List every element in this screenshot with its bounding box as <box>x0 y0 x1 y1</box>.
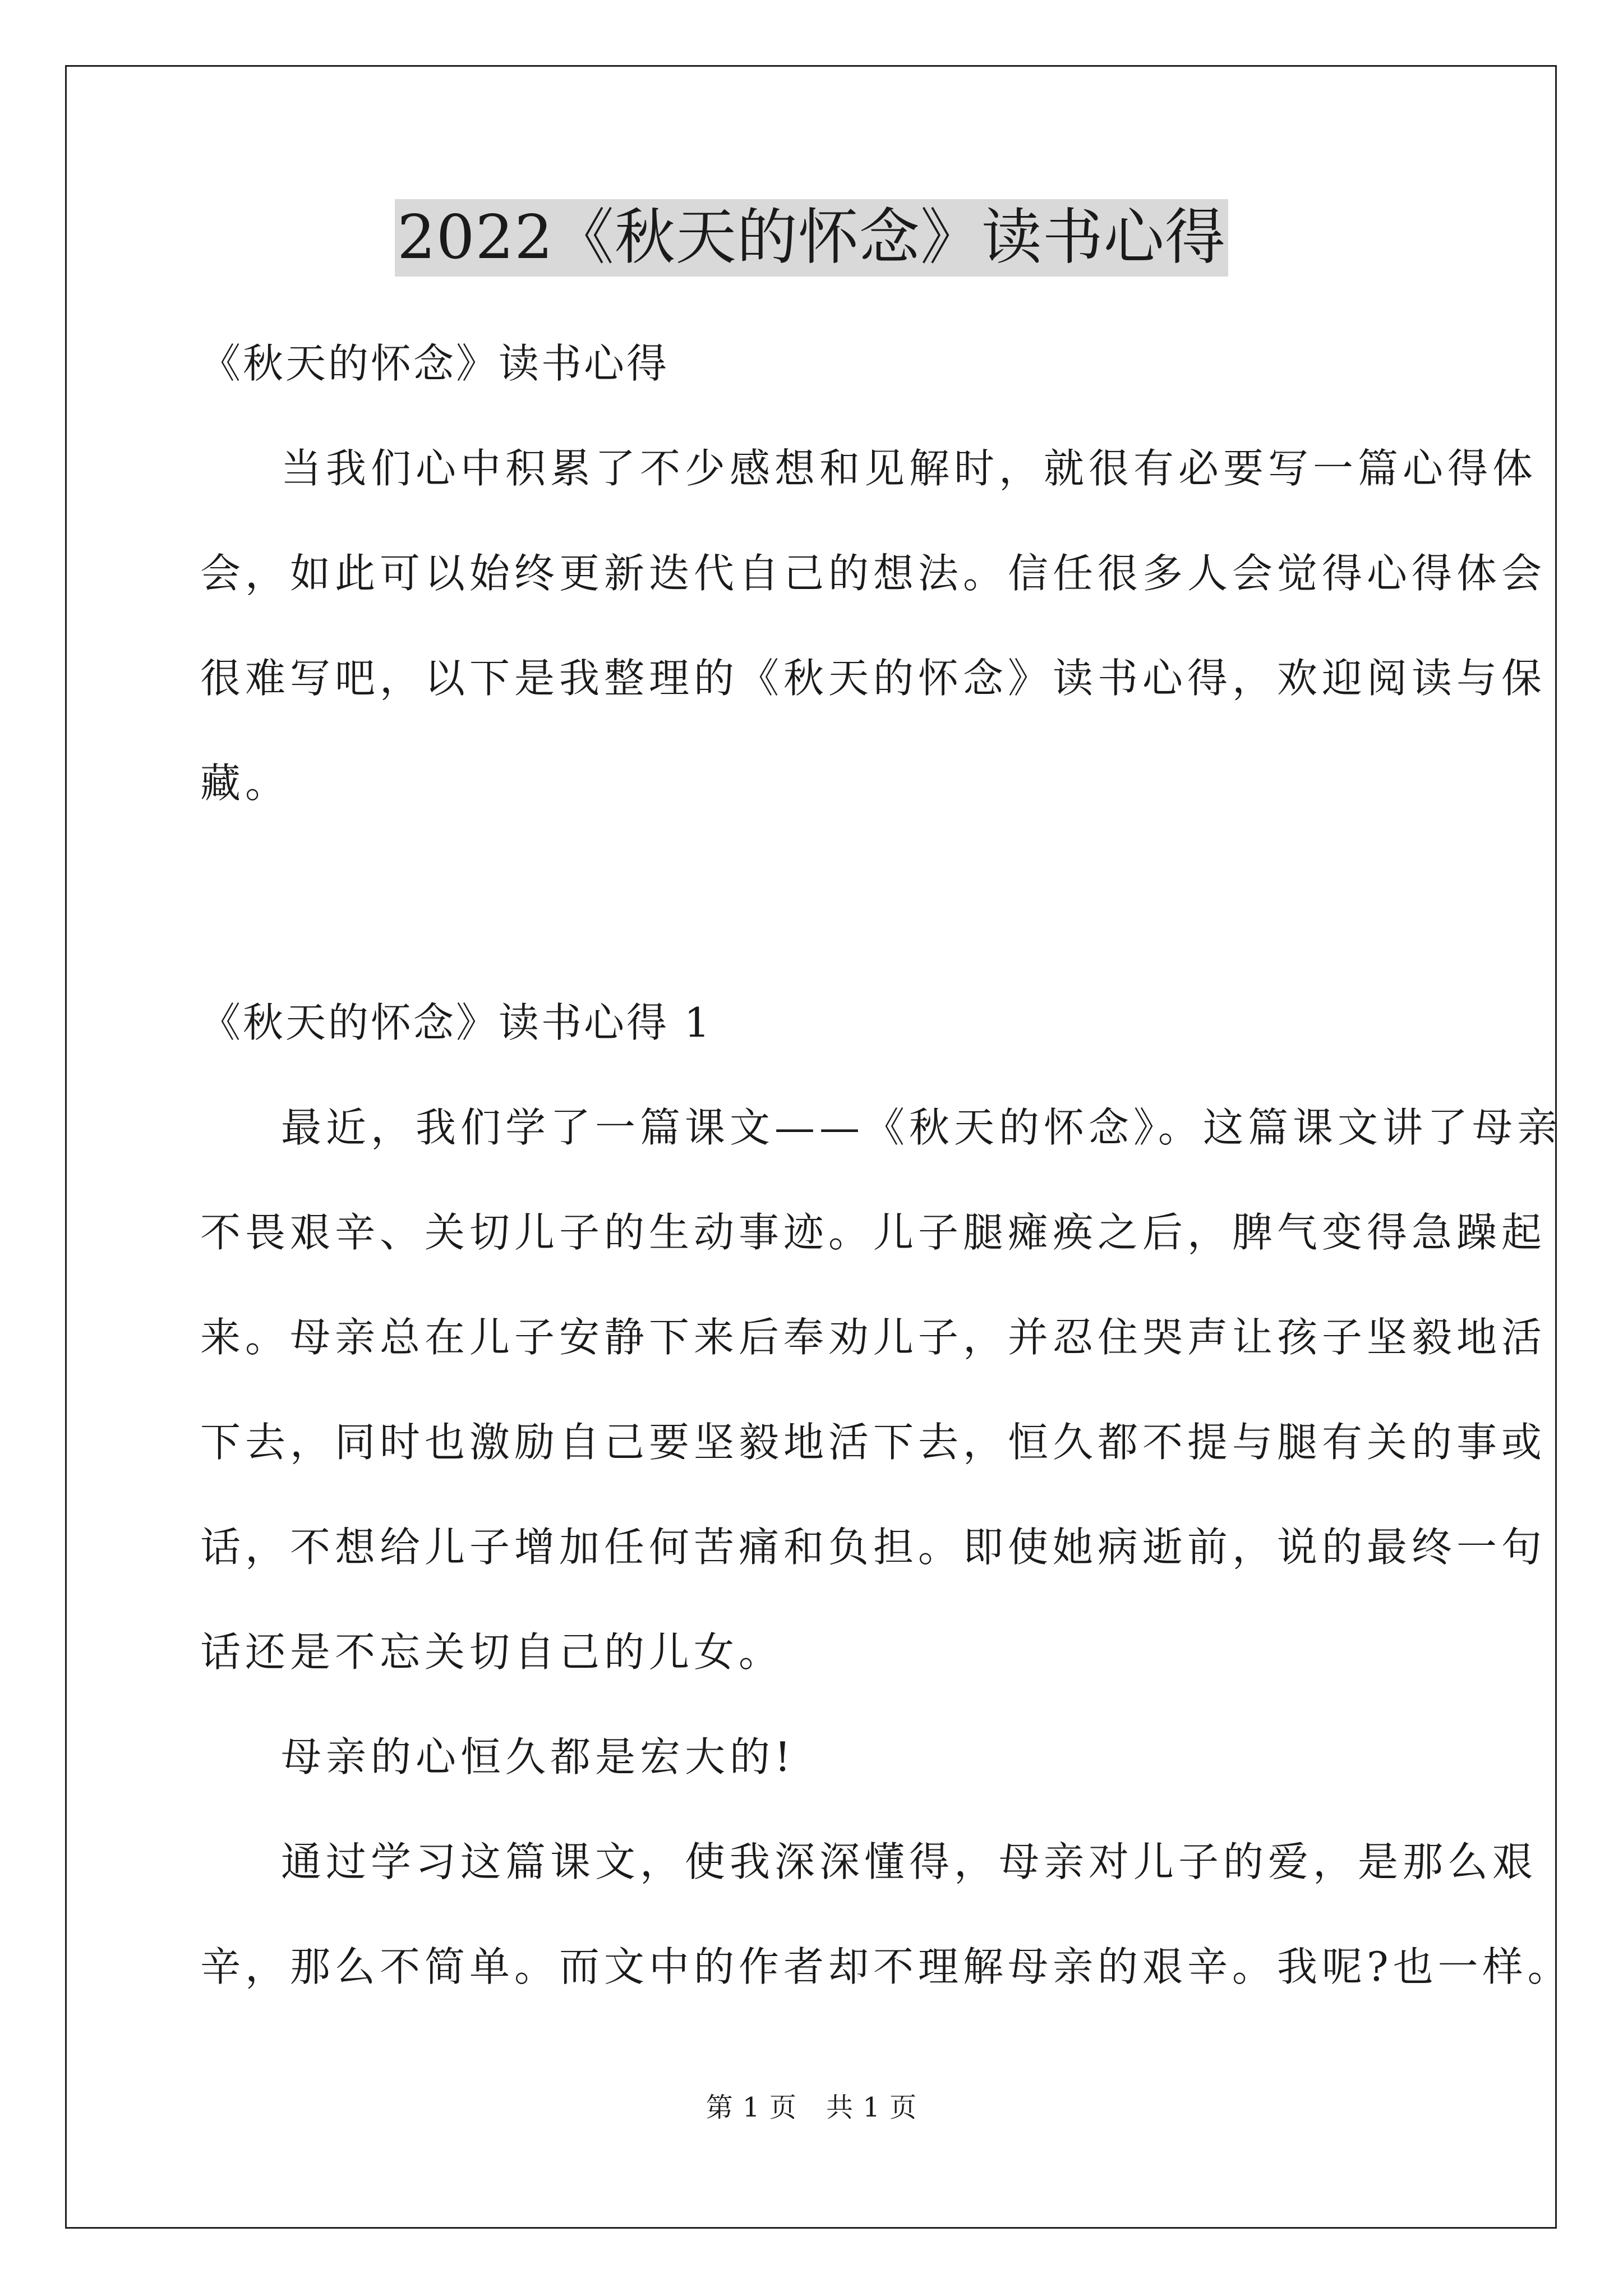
intro-line: 藏。 <box>200 760 291 807</box>
page-number-total: 共 1 页 <box>826 2092 917 2123</box>
intro-line: 很难写吧，以下是我整理的《秋天的怀念》读书心得，欢迎阅读与保 <box>200 655 1547 702</box>
intro-line: 当我们心中积累了不少感想和见解时，就很有必要写一篇心得体 <box>281 445 1538 492</box>
intro-line: 会，如此可以始终更新迭代自己的想法。信任很多人会觉得心得体会 <box>200 550 1547 597</box>
page-number-current: 第 1 页 <box>706 2092 797 2123</box>
document-body <box>200 311 1573 2019</box>
section1-p1-line: 下去，同时也激励自己要坚毅地活下去，恒久都不提与腿有关的事或 <box>200 1419 1547 1466</box>
section1-p1-line: 话还是不忘关切自己的儿女。 <box>200 1628 784 1676</box>
document-title: 2022《秋天的怀念》读书心得 <box>395 199 1228 277</box>
section1-p1-line: 来。母亲总在儿子安静下来后奉劝儿子，并忍住哭声让孩子坚毅地活 <box>200 1314 1547 1361</box>
section1-p2: 母亲的心恒久都是宏大的! <box>281 1733 795 1780</box>
section1-p3-line: 通过学习这篇课文，使我深深懂得，母亲对儿子的爱，是那么艰 <box>281 1838 1538 1885</box>
section1-heading: 《秋天的怀念》读书心得 1 <box>200 999 712 1046</box>
section1-p1-line: 话，不想给儿子增加任何苦痛和负担。即使她病逝前，说的最终一句 <box>200 1524 1547 1571</box>
intro-heading: 《秋天的怀念》读书心得 <box>200 340 670 387</box>
section-spacer <box>200 836 1434 970</box>
section1-p1-line: 最近，我们学了一篇课文——《秋天的怀念》。这篇课文讲了母亲 <box>281 1104 1562 1151</box>
section1-p1-line: 不畏艰辛、关切儿子的生动事迹。儿子腿瘫痪之后，脾气变得急躁起 <box>200 1209 1547 1256</box>
title-container <box>0 199 1623 277</box>
page-footer <box>0 2086 1623 2124</box>
section1-p3-line: 辛，那么不简单。而文中的作者却不理解母亲的艰辛。我呢?也一样。 <box>200 1943 1573 1990</box>
